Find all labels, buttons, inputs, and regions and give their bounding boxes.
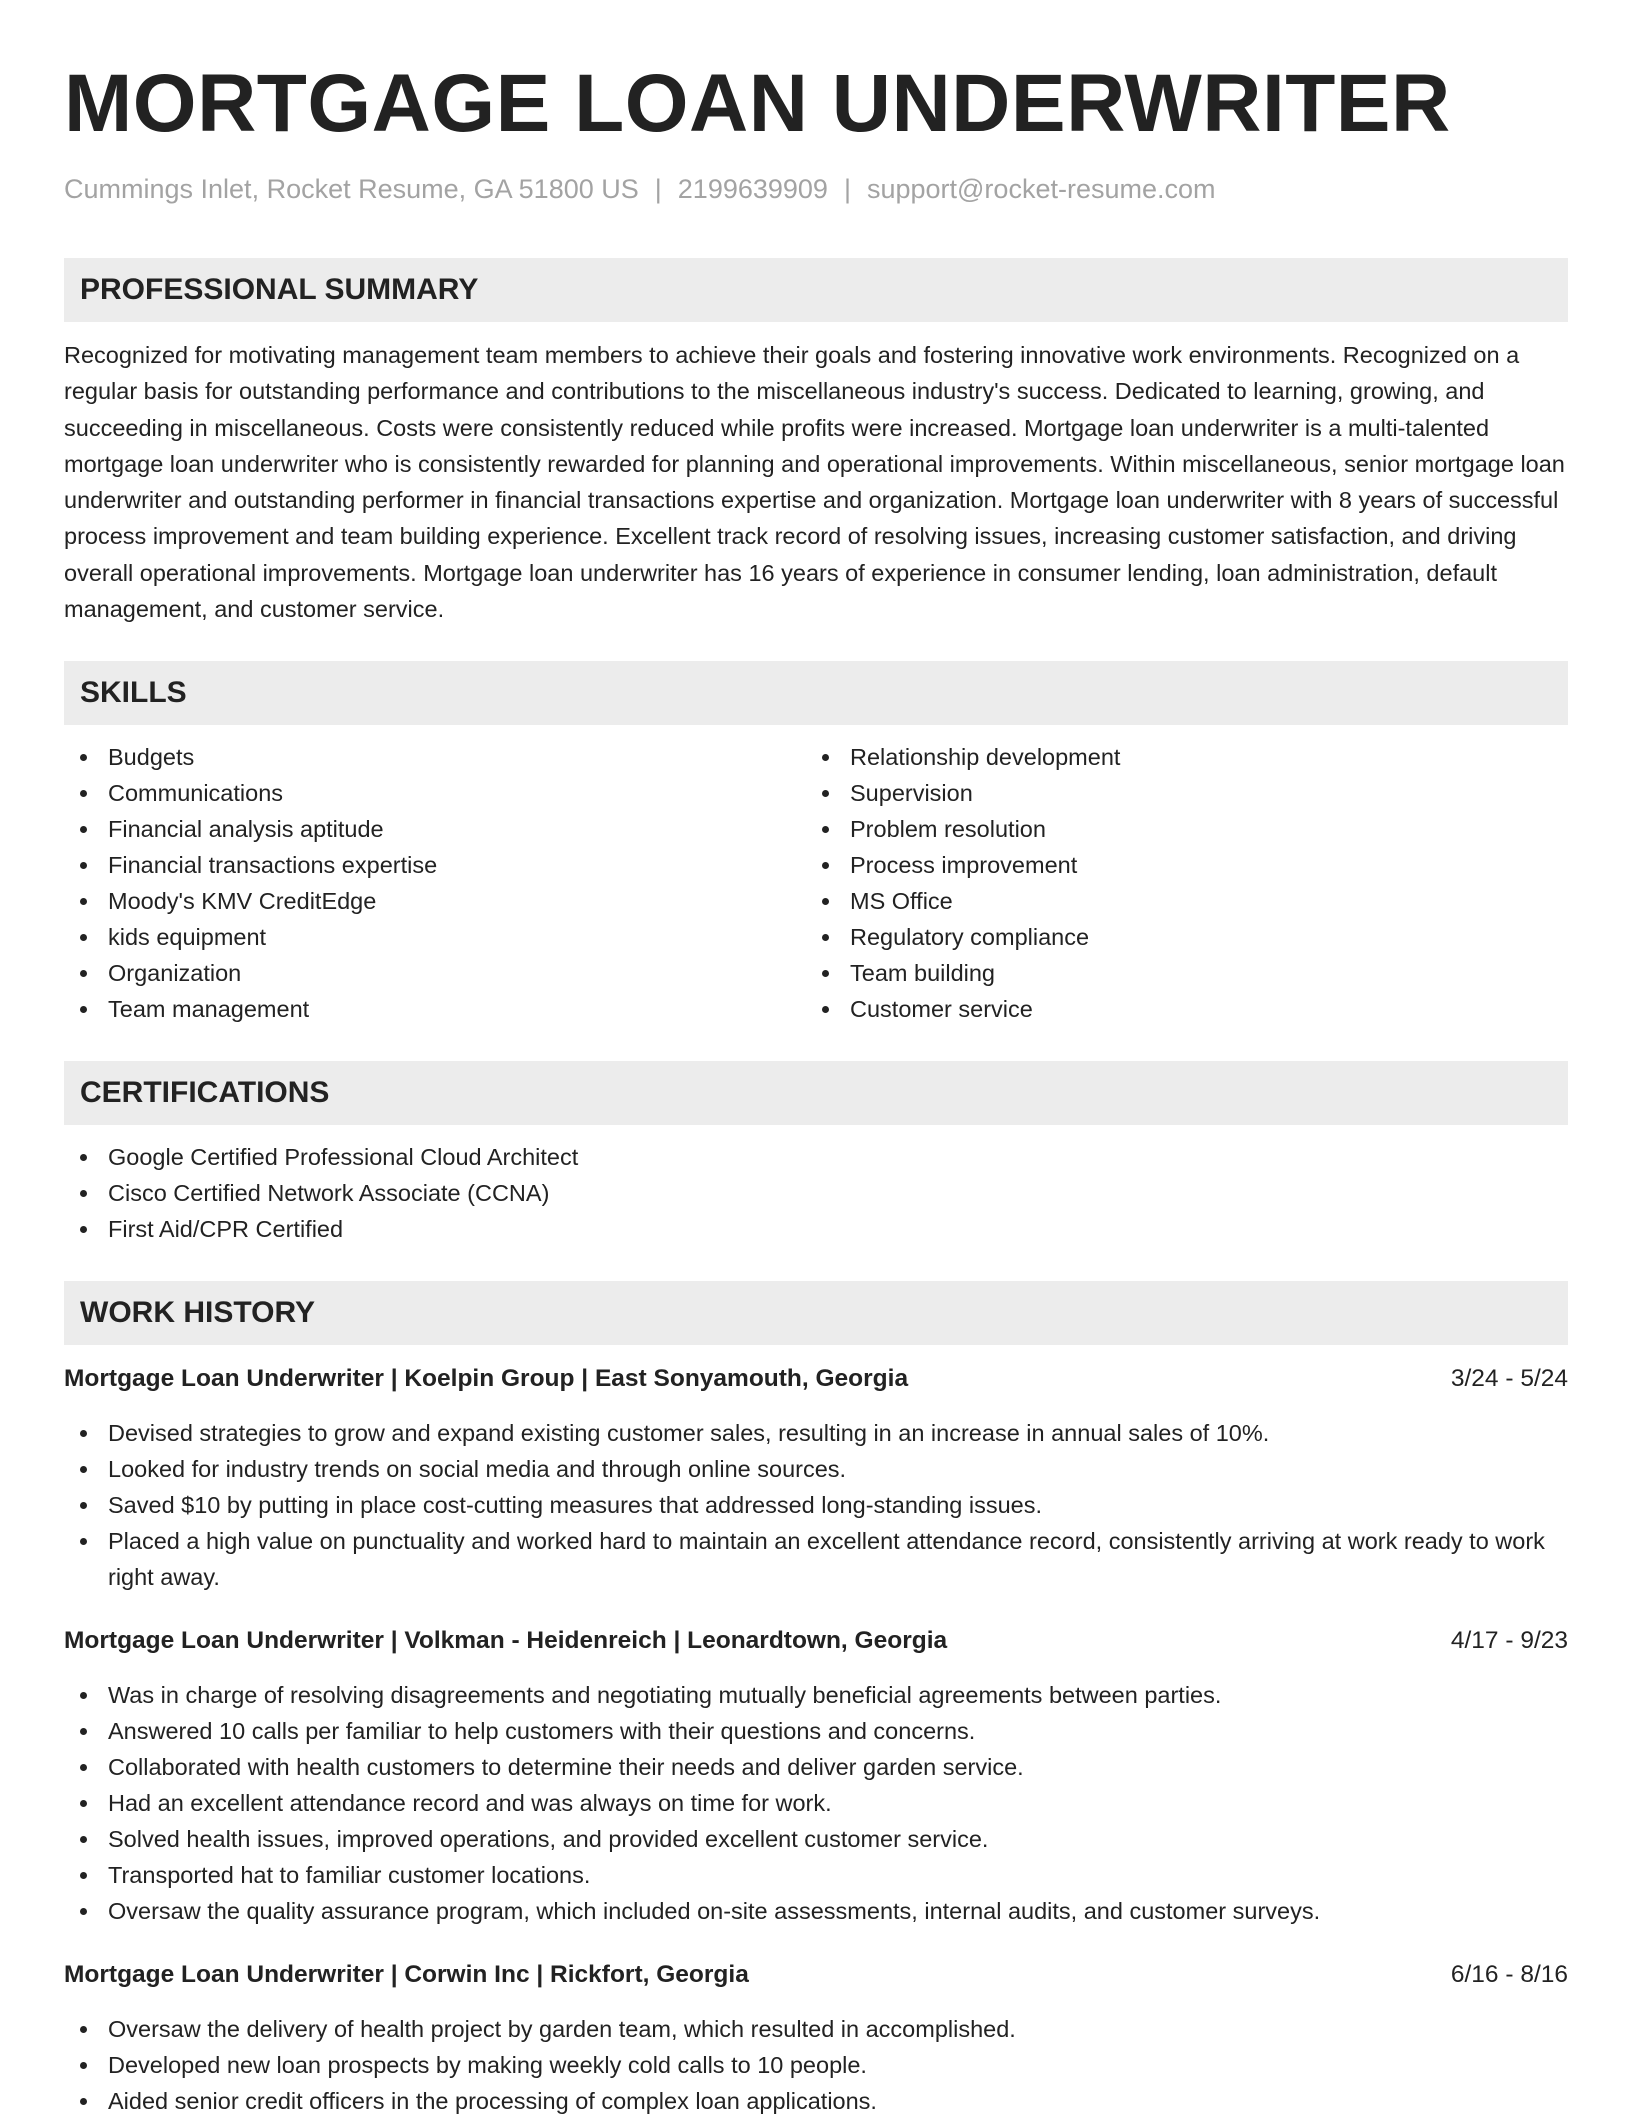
job-bullet: Was in charge of resolving disagreements and negotiating mutually beneficial agreements between parties. bbox=[64, 1677, 1568, 1713]
job-bullet: Aided senior credit officers in the processing of complex loan applications. bbox=[64, 2083, 1568, 2119]
job-entry bbox=[64, 1957, 1568, 2119]
job-bullets bbox=[64, 1677, 1568, 1929]
job-header bbox=[64, 1957, 1568, 1993]
skill-item: Regulatory compliance bbox=[806, 919, 1548, 955]
job-bullets bbox=[64, 2011, 1568, 2119]
job-dates: 4/17 - 9/23 bbox=[1450, 1627, 1568, 1655]
job-header bbox=[64, 1361, 1568, 1397]
certification-item: Cisco Certified Network Associate (CCNA) bbox=[64, 1175, 1568, 1211]
skill-item: MS Office bbox=[806, 883, 1548, 919]
job-bullet: Developed new loan prospects by making weekly cold calls to 10 people. bbox=[64, 2047, 1568, 2083]
skill-item: Supervision bbox=[806, 775, 1548, 811]
job-heading: Mortgage Loan Underwriter | Koelpin Group | East Sonyamouth, Georgia bbox=[64, 1365, 909, 1393]
skill-item: Relationship development bbox=[806, 739, 1548, 775]
contact-line bbox=[64, 172, 1568, 206]
job-dates: 3/24 - 5/24 bbox=[1450, 1365, 1568, 1393]
job-bullet: Had an excellent attendance record and was always on time for work. bbox=[64, 1785, 1568, 1821]
job-entry bbox=[64, 1361, 1568, 1595]
job-bullet: Oversaw the delivery of health project by garden team, which resulted in accomplished. bbox=[64, 2011, 1568, 2047]
job-bullets bbox=[64, 1415, 1568, 1595]
section-heading-work-history: WORK HISTORY bbox=[64, 1281, 1568, 1345]
contact-phone: 2199639909 bbox=[677, 174, 828, 204]
job-header bbox=[64, 1623, 1568, 1659]
skill-item: Problem resolution bbox=[806, 811, 1548, 847]
skill-item: Moody's KMV CreditEdge bbox=[64, 883, 806, 919]
contact-separator: | bbox=[654, 174, 662, 204]
contact-address: Cummings Inlet, Rocket Resume, GA 51800 US bbox=[64, 174, 639, 204]
section-heading-skills: SKILLS bbox=[64, 661, 1568, 725]
contact-email: support@rocket-resume.com bbox=[866, 174, 1216, 204]
job-bullet: Answered 10 calls per familiar to help customers with their questions and concerns. bbox=[64, 1713, 1568, 1749]
skill-item: Team building bbox=[806, 955, 1548, 991]
section-heading-certifications: CERTIFICATIONS bbox=[64, 1061, 1568, 1125]
skill-item: Organization bbox=[64, 955, 806, 991]
skill-item: Communications bbox=[64, 775, 806, 811]
skill-item: Budgets bbox=[64, 739, 806, 775]
job-bullet: Looked for industry trends on social media and through online sources. bbox=[64, 1451, 1568, 1487]
skill-item: Process improvement bbox=[806, 847, 1548, 883]
summary-text: Recognized for motivating management team members to achieve their goals and fostering innovative work environments. Recognized on a regular basis for outstanding performance and contributions to the miscellaneous industry's success. Dedicated to learning, growing, and succeeding in miscellaneous. Costs were consistently reduced while profits were increased. Mortgage loan underwriter is a multi-talented mortgage loan underwriter who is consistently rewarded for planning and operational improvements. Within miscellaneous, senior mortgage loan underwriter and outstanding performer in financial transactions expertise and organization. Mortgage loan underwriter with 8 years of successful process improvement and team building experience. Excellent track record of resolving issues, increasing customer satisfaction, and driving overall operational improvements. Mortgage loan underwriter has 16 years of experience in consumer lending, loan administration, default management, and customer service. bbox=[64, 342, 1565, 623]
job-bullet: Placed a high value on punctuality and worked hard to maintain an excellent attendance record, consistently arriving at work ready to work right away. bbox=[64, 1523, 1568, 1595]
job-bullet: Oversaw the quality assurance program, which included on-site assessments, internal audits, and customer surveys. bbox=[64, 1893, 1568, 1929]
section-heading-summary: PROFESSIONAL SUMMARY bbox=[64, 258, 1568, 322]
job-bullet: Saved $10 by putting in place cost-cutting measures that addressed long-standing issues. bbox=[64, 1487, 1568, 1523]
job-bullet: Transported hat to familiar customer locations. bbox=[64, 1857, 1568, 1893]
skills-list-left bbox=[64, 739, 806, 1027]
job-bullet: Solved health issues, improved operations, and provided excellent customer service. bbox=[64, 1821, 1568, 1857]
skill-item: Team management bbox=[64, 991, 806, 1027]
skill-item: kids equipment bbox=[64, 919, 806, 955]
job-heading: Mortgage Loan Underwriter | Volkman - Heidenreich | Leonardtown, Georgia bbox=[64, 1627, 948, 1655]
job-bullet: Collaborated with health customers to determine their needs and deliver garden service. bbox=[64, 1749, 1568, 1785]
certifications-list bbox=[64, 1139, 1568, 1247]
job-dates: 6/16 - 8/16 bbox=[1450, 1961, 1568, 1989]
contact-separator: | bbox=[843, 174, 851, 204]
skills-grid bbox=[64, 725, 1568, 1027]
skill-item: Financial analysis aptitude bbox=[64, 811, 806, 847]
resume-name: MORTGAGE LOAN UNDERWRITER bbox=[64, 58, 1451, 149]
skill-item: Financial transactions expertise bbox=[64, 847, 806, 883]
job-entry bbox=[64, 1623, 1568, 1929]
skills-list-right bbox=[806, 739, 1548, 1027]
skill-item: Customer service bbox=[806, 991, 1548, 1027]
certification-item: First Aid/CPR Certified bbox=[64, 1211, 1568, 1247]
certification-item: Google Certified Professional Cloud Architect bbox=[64, 1139, 1568, 1175]
job-bullet: Devised strategies to grow and expand existing customer sales, resulting in an increase in annual sales of 10%. bbox=[64, 1415, 1568, 1451]
job-heading: Mortgage Loan Underwriter | Corwin Inc | Rickfort, Georgia bbox=[64, 1961, 749, 1989]
